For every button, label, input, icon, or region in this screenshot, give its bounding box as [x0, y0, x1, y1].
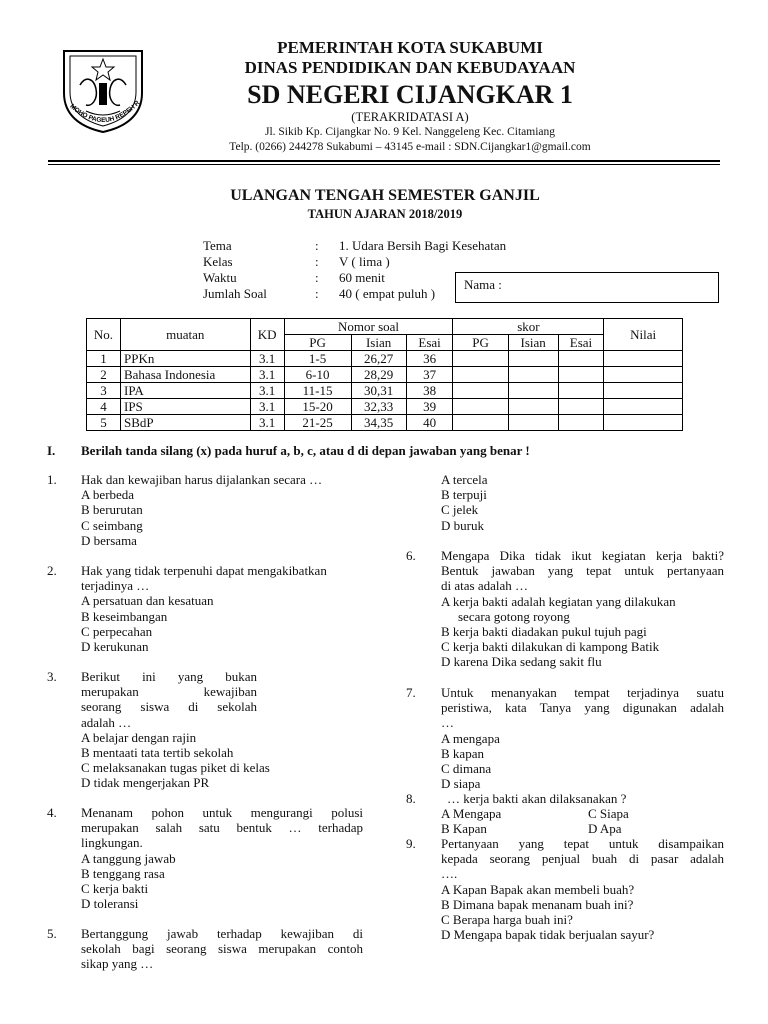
option-b[interactable]: B terpuji — [441, 487, 487, 503]
cell-skor-pg[interactable] — [453, 351, 508, 367]
question-text: Bertanggung jawab terhadap kewajiban di — [81, 926, 363, 941]
cell-esai: 39 — [406, 399, 453, 415]
option-c[interactable]: C melaksanakan tugas piket di kelas — [81, 760, 270, 776]
question-text: Berikut ini yang bukan — [81, 669, 257, 684]
table-row — [87, 383, 683, 399]
cell-nilai[interactable] — [604, 383, 683, 399]
th-skor-esai: Esai — [558, 335, 604, 351]
question-text: sekolah bagi seorang siswa merupakan contoh — [81, 941, 363, 957]
question-text: terjadinya … — [81, 578, 150, 594]
cell-skor-isian[interactable] — [508, 383, 558, 399]
option-c[interactable]: C seimbang — [81, 517, 143, 533]
question-3 — [47, 669, 363, 791]
option-a[interactable]: A Mengapa — [441, 806, 502, 822]
cell-nilai[interactable] — [604, 399, 683, 415]
cell-skor-esai[interactable] — [558, 399, 604, 415]
question-text: merupakan kewajiban — [81, 684, 257, 700]
cell-esai: 38 — [406, 383, 453, 399]
cell-skor-pg[interactable] — [453, 367, 508, 383]
header-line1: PEMERINTAH KOTA SUKABUMI — [277, 38, 543, 57]
cell-nilai[interactable] — [604, 415, 683, 431]
th-pg: PG — [284, 335, 351, 351]
question-number: 2. — [47, 563, 57, 578]
cell-no: 4 — [87, 399, 121, 415]
option-a[interactable]: A kerja bakti adalah kegiatan yang dilakukan — [441, 593, 676, 609]
cell-muatan: IPA — [120, 383, 250, 399]
info-label: Kelas — [203, 254, 233, 269]
question-number: 8. — [406, 791, 416, 806]
info-value: 40 ( empat puluh ) — [339, 286, 436, 301]
th-skor: skor — [453, 319, 604, 335]
th-nilai: Nilai — [604, 319, 683, 351]
cell-isian: 30,31 — [351, 383, 406, 399]
exam-title: ULANGAN TENGAH SEMESTER GANJIL — [230, 187, 540, 204]
logo-motto: MOHO PAGEUH REPEH R — [68, 99, 142, 125]
section-instruction: Berilah tanda silang (x) pada huruf a, b, c, atau d di depan jawaban yang benar ! — [81, 443, 530, 458]
question-text: Hak dan kewajiban harus dijalankan secara … — [81, 472, 323, 487]
option-d[interactable]: D tidak mengerjakan PR — [81, 775, 210, 791]
question-text: di atas adalah … — [441, 578, 528, 594]
question-text: Bentuk jawaban yang tepat untuk pertanyaan — [441, 563, 724, 579]
cell-isian: 34,35 — [351, 415, 406, 431]
info-label: Jumlah Soal — [203, 286, 267, 301]
cell-nilai[interactable] — [604, 367, 683, 383]
question-text: Mengapa Dika tidak ikut kegiatan kerja bakti? — [441, 548, 724, 563]
question-number: 6. — [406, 548, 416, 563]
cell-muatan: SBdP — [120, 415, 250, 431]
school-logo — [56, 45, 150, 133]
question-9 — [406, 836, 724, 942]
info-value: 60 menit — [339, 270, 385, 285]
question-text: Hak yang tidak terpenuhi dapat mengakibatkan — [81, 563, 327, 578]
question-number: 5. — [47, 926, 57, 941]
cell-skor-esai[interactable] — [558, 415, 604, 431]
question-1 — [47, 472, 363, 548]
question-text: Pertanyaan yang tepat untuk disampaikan — [441, 836, 724, 851]
cell-skor-pg[interactable] — [453, 415, 508, 431]
cell-esai: 40 — [406, 415, 453, 431]
option-b[interactable]: B tenggang rasa — [81, 865, 165, 881]
cell-no: 1 — [87, 351, 121, 367]
option-d[interactable]: D karena Dika sedang sakit flu — [441, 654, 602, 670]
section-number: I. — [47, 443, 56, 458]
cell-isian: 32,33 — [351, 399, 406, 415]
question-text: lingkungan. — [81, 835, 143, 851]
cell-skor-pg[interactable] — [453, 399, 508, 415]
info-label: Waktu — [203, 270, 237, 285]
cell-pg: 11-15 — [284, 383, 351, 399]
th-muatan: muatan — [120, 319, 250, 351]
cell-pg: 6-10 — [284, 367, 351, 383]
exam-year: TAHUN AJARAN 2018/2019 — [307, 207, 463, 221]
cell-kd: 3.1 — [250, 415, 284, 431]
cell-muatan: IPS — [120, 399, 250, 415]
option-a[interactable]: A persatuan dan kesatuan — [81, 593, 214, 609]
option-a[interactable]: A mengapa — [441, 730, 500, 746]
cell-kd: 3.1 — [250, 351, 284, 367]
question-8 — [406, 791, 724, 837]
question-2 — [47, 563, 363, 654]
option-b[interactable]: B kerja bakti diadakan pukul tujuh pagi — [441, 624, 647, 640]
option-d[interactable]: D Mengapa bapak tidak berjualan sayur? — [441, 927, 655, 943]
option-b[interactable]: B kapan — [441, 745, 484, 761]
cell-skor-esai[interactable] — [558, 383, 604, 399]
option-d[interactable]: D toleransi — [81, 896, 139, 912]
th-nomor-soal: Nomor soal — [284, 319, 453, 335]
question-text: … kerja bakti akan dilaksanakan ? — [447, 791, 627, 806]
cell-esai: 36 — [406, 351, 453, 367]
score-table — [86, 318, 683, 431]
cell-isian: 28,29 — [351, 367, 406, 383]
option-c[interactable]: C kerja bakti — [81, 881, 149, 897]
option-a[interactable]: A berbeda — [81, 487, 135, 503]
accreditation: (TERAKRIDATASI A) — [351, 110, 469, 124]
cell-pg: 15-20 — [284, 399, 351, 415]
cell-esai: 37 — [406, 367, 453, 383]
question-7 — [406, 685, 724, 791]
question-number: 9. — [406, 836, 416, 851]
question-text: … — [441, 715, 454, 731]
question-text: Untuk menanyakan tempat terjadinya suatu — [441, 685, 724, 700]
option-b[interactable]: B berurutan — [81, 502, 143, 518]
option-c[interactable]: C Siapa — [588, 806, 629, 822]
cell-kd: 3.1 — [250, 367, 284, 383]
question-number: 3. — [47, 669, 57, 684]
cell-skor-isian[interactable] — [508, 415, 558, 431]
question-text: …. — [441, 866, 458, 882]
name-label: Nama : — [464, 277, 502, 292]
option-a[interactable]: A belajar dengan rajin — [81, 729, 197, 745]
table-row — [87, 351, 683, 367]
option-d[interactable]: D siapa — [441, 776, 481, 792]
cell-skor-isian[interactable] — [508, 399, 558, 415]
header-rule — [48, 160, 720, 165]
th-esai: Esai — [406, 335, 453, 351]
table-row — [87, 399, 683, 415]
question-5 — [47, 926, 363, 972]
option-b[interactable]: B mentaati tata tertib sekolah — [81, 745, 234, 761]
question-text: peristiwa, kata Tanya yang digunakan adalah — [441, 700, 724, 716]
cell-muatan: PPKn — [120, 351, 250, 367]
option-d[interactable]: D kerukunan — [81, 639, 149, 655]
option-b[interactable]: B keseimbangan — [81, 608, 168, 624]
cell-pg: 1-5 — [284, 351, 351, 367]
option-c[interactable]: C dimana — [441, 761, 492, 777]
option-b[interactable]: B Dimana bapak menanam buah ini? — [441, 896, 634, 912]
cell-pg: 21-25 — [284, 415, 351, 431]
cell-skor-esai[interactable] — [558, 351, 604, 367]
cell-kd: 3.1 — [250, 383, 284, 399]
cell-no: 2 — [87, 367, 121, 383]
th-isian: Isian — [351, 335, 406, 351]
cell-skor-pg[interactable] — [453, 383, 508, 399]
option-a[interactable]: A tercela — [441, 472, 488, 487]
question-text: Menanam pohon untuk mengurangi polusi — [81, 805, 363, 820]
option-d[interactable]: D buruk — [441, 517, 484, 533]
option-d[interactable]: D Apa — [588, 821, 622, 837]
option-d[interactable]: D bersama — [81, 532, 137, 548]
question-4 — [47, 805, 363, 911]
cell-no: 3 — [87, 383, 121, 399]
option-c[interactable]: C jelek — [441, 502, 479, 518]
question-text: seorang siswa di sekolah — [81, 699, 257, 715]
name-box[interactable] — [455, 272, 719, 303]
cell-kd: 3.1 — [250, 399, 284, 415]
option-a[interactable]: A Kapan Bapak akan membeli buah? — [441, 881, 635, 897]
exam-info: Tema : 1. Udara Bersih Bagi Kesehatan Kelas : V ( lima ) Waktu : 60 menit Jumlah Soal : 40 ( empat puluh ) — [203, 238, 507, 301]
cell-skor-isian[interactable] — [508, 351, 558, 367]
address: Jl. Sikib Kp. Cijangkar No. 9 Kel. Nanggeleng Kec. Citamiang — [264, 126, 555, 138]
option-c[interactable]: C Berapa harga buah ini? — [441, 912, 573, 928]
question-text: merupakan salah satu bentuk … terhadap — [81, 820, 363, 836]
cell-skor-esai[interactable] — [558, 367, 604, 383]
th-skor-isian: Isian — [508, 335, 558, 351]
cell-isian: 26,27 — [351, 351, 406, 367]
info-value: 1. Udara Bersih Bagi Kesehatan — [339, 238, 507, 253]
option-c[interactable]: C perpecahan — [81, 623, 153, 639]
question-text: adalah … — [81, 714, 132, 730]
cell-skor-isian[interactable] — [508, 367, 558, 383]
info-value: V ( lima ) — [339, 254, 390, 269]
header-line2: DINAS PENDIDIKAN DAN KEBUDAYAAN — [244, 58, 576, 77]
table-row — [87, 367, 683, 383]
th-no: No. — [87, 319, 121, 351]
question-number: 7. — [406, 685, 416, 700]
question-text: kepada seorang penjual buah di pasar adalah — [441, 851, 724, 867]
option-c[interactable]: C kerja bakti dilakukan di kampong Batik — [441, 639, 660, 655]
question-number: 1. — [47, 472, 57, 487]
school-name: SD NEGERI CIJANGKAR 1 — [247, 80, 573, 109]
contact: Telp. (0266) 244278 Sukabumi – 43145 e-mail : SDN.Cijangkar1@gmail.com — [229, 141, 591, 153]
question-number: 4. — [47, 805, 57, 820]
info-label: Tema — [203, 238, 232, 253]
cell-nilai[interactable] — [604, 351, 683, 367]
table-row — [87, 415, 683, 431]
option-b[interactable]: B Kapan — [441, 821, 487, 837]
question-6 — [406, 548, 724, 670]
option-a-continued: secara gotong royong — [458, 608, 570, 624]
question-text: sikap yang … — [81, 956, 154, 972]
th-kd: KD — [250, 319, 284, 351]
option-a[interactable]: A tanggung jawab — [81, 850, 176, 866]
cell-muatan: Bahasa Indonesia — [120, 367, 250, 383]
question-5-options — [441, 472, 731, 533]
cell-no: 5 — [87, 415, 121, 431]
th-skor-pg: PG — [453, 335, 508, 351]
